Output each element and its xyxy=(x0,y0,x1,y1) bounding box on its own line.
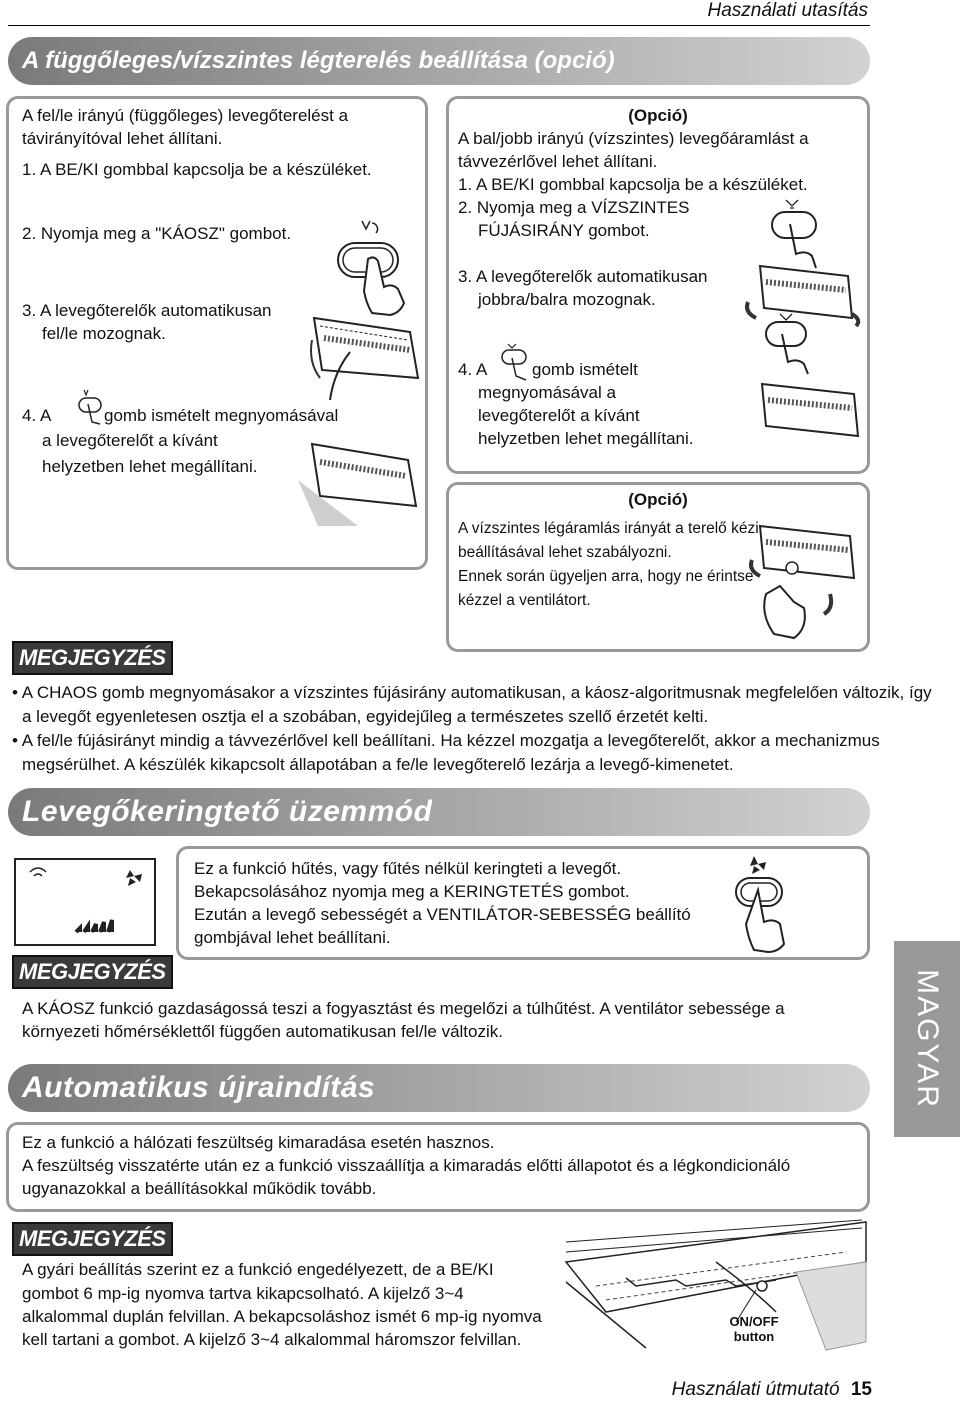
indoor-unit-horizontal-icon xyxy=(756,382,866,448)
note-badge-3: MEGJEGYZÉS xyxy=(12,1222,173,1256)
note3-line3: alkalommal duplán felvillan. A bekapcsoláshoz ismét 6 mp-ig nyomva xyxy=(22,1307,542,1326)
footer xyxy=(672,1379,872,1401)
right-step-3-line1: 3. A levegőterelők automatikusan xyxy=(458,267,708,286)
right-option-title: (Opció) xyxy=(628,106,688,125)
restart-line3: ugyanazokkal a beállításokkal működik tovább. xyxy=(22,1179,377,1198)
onoff-button-label xyxy=(722,1314,786,1344)
page-number: 15 xyxy=(850,1379,872,1400)
indoor-unit-airflow-icon xyxy=(298,440,422,530)
left-step-1: 1. A BE/KI gombbal kapcsolja be a készüléket. xyxy=(22,160,372,179)
left-step-4-b: gomb ismételt megnyomásával xyxy=(104,406,339,425)
option-box-line4: kézzel a ventilátort. xyxy=(458,592,591,609)
chaos-button-hand-icon xyxy=(330,215,420,315)
footer-text: Használati útmutató xyxy=(671,1379,840,1400)
note1-bullet1-line2: a levegőt egyenletesen osztja el a szobában, egyidejűleg a természetes szellő érzetét kelti. xyxy=(22,707,709,726)
note2-line1: A KÁOSZ funkció gazdaságossá teszi a fogyasztást és megelőzi a túlhűtést. A ventilátor sebessége a xyxy=(22,999,785,1018)
right-step-4-line4: helyzetben lehet megállítani. xyxy=(478,429,694,448)
section-title: A függőleges/vízszintes légterelés beállítása (opció) xyxy=(22,47,615,74)
note3-line1: A gyári beállítás szerint ez a funkció engedélyezett, de a BE/KI xyxy=(22,1260,494,1279)
right-step-1: 1. A BE/KI gombbal kapcsolja be a készüléket. xyxy=(458,175,808,194)
option-box-line3: Ennek során ügyeljen arra, hogy ne érintse xyxy=(458,568,754,585)
circulation-line3: Ezután a levegő sebességét a VENTILÁTOR-SEBESSÉG beállító xyxy=(194,905,691,924)
left-step-2: 2. Nyomja meg a "KÁOSZ" gombot. xyxy=(22,224,292,243)
note1-bullet2-line1: • A fel/le fújásirányt mindig a távvezérlővel kell beállítani. Ha kézzel mozgatja a levegőterelőt, akkor a mechanizmus xyxy=(12,731,880,750)
right-intro-2: távvezérlővel lehet állítani. xyxy=(458,152,658,171)
restart-line2: A feszültség visszatérte után ez a funkció visszaállítja a kimaradás előtti állapotot és a légkondicionáló xyxy=(22,1156,791,1175)
indoor-unit-open-icon xyxy=(566,1222,866,1352)
language-side-tab xyxy=(894,941,960,1137)
language-label: MAGYAR xyxy=(911,969,945,1109)
swing-button-hand-2-icon xyxy=(762,310,822,380)
note2-line2: környezeti hőmérséklettől függően automatikusan fel/le változik. xyxy=(22,1022,503,1041)
right-step-4-a: 4. A xyxy=(458,360,488,379)
option-box-line1: A vízszintes légáramlás irányát a terelő kézi xyxy=(458,520,759,537)
header-title: Használati utasítás xyxy=(707,0,868,21)
right-step-3-line2: jobbra/balra mozognak. xyxy=(478,290,656,309)
indoor-unit-vertical-icon xyxy=(310,312,422,402)
left-step-4-a: 4. A xyxy=(22,406,52,425)
section-title: Levegőkeringtető üzemmód xyxy=(22,795,433,828)
onoff-label-line2: button xyxy=(733,1329,775,1344)
option-box-title: (Opció) xyxy=(628,490,688,509)
left-step-3-line1: 3. A levegőterelők automatikusan xyxy=(22,301,272,320)
note-badge-1: MEGJEGYZÉS xyxy=(12,641,173,675)
section-title: Automatikus újraindítás xyxy=(22,1071,376,1104)
option-box-line2: beállításával lehet szabályozni. xyxy=(458,544,672,561)
circulation-line4: gombjával lehet beállítani. xyxy=(194,928,391,947)
display-icons xyxy=(26,866,150,940)
circulation-button-hand-icon xyxy=(732,852,808,952)
right-step-2-line1: 2. Nyomja meg a VÍZSZINTES xyxy=(458,198,690,217)
left-step-4-line2: a levegőterelőt a kívánt xyxy=(42,431,218,450)
left-intro-2: távirányítóval lehet állítani. xyxy=(22,129,223,148)
note1-bullet2-line2: megsérülhet. A készülék kikapcsolt állapotában a fe/le levegőterelő lezárja a levegő-kimenetet. xyxy=(22,755,734,774)
manual-vane-adjust-icon xyxy=(752,520,862,644)
onoff-label-line1: ON/OFF xyxy=(729,1314,779,1329)
section-vertical-horizontal-banner xyxy=(8,37,870,85)
header-divider xyxy=(8,25,870,26)
left-intro-1: A fel/le irányú (függőleges) levegőterelést a xyxy=(22,106,349,125)
right-intro-1: A bal/jobb irányú (vízszintes) levegőáramlást a xyxy=(458,129,809,148)
circulation-line2: Bekapcsolásához nyomja meg a KERINGTETÉS gombot. xyxy=(194,882,630,901)
restart-line1: Ez a funkció a hálózati feszültség kimaradása esetén hasznos. xyxy=(22,1133,495,1152)
chaos-small-button-icon xyxy=(78,388,104,428)
note-badge-2: MEGJEGYZÉS xyxy=(12,955,173,989)
note3-line4: kell tartani a gombot. A kijelző 3~4 alkalommal háromszor felvillan. xyxy=(22,1330,522,1349)
right-step-4-line2: megnyomásával a xyxy=(478,383,616,402)
circulation-line1: Ez a funkció hűtés, vagy fűtés nélkül keringteti a levegőt. xyxy=(194,859,622,878)
section-auto-restart-banner xyxy=(8,1064,870,1112)
note1-bullet1-line1: • A CHAOS gomb megnyomásakor a vízszintes fújásirány automatikusan, a káosz-algoritmusnak megfelelően változik, így xyxy=(12,683,932,702)
swing-small-button-icon xyxy=(500,342,530,384)
note3-line2: gombot 6 mp-ig nyomva tartva kikapcsolható. A kijelző 3~4 xyxy=(22,1284,464,1303)
swing-button-hand-icon xyxy=(768,196,838,270)
left-step-3-line2: fel/le mozognak. xyxy=(42,324,166,343)
left-step-4-line3: helyzetben lehet megállítani. xyxy=(42,457,258,476)
right-step-4-b: gomb ismételt xyxy=(532,360,638,379)
section-air-circulation-banner xyxy=(8,788,870,836)
right-step-2-line2: FÚJÁSIRÁNY gombot. xyxy=(478,221,650,240)
right-step-4-line3: levegőterelőt a kívánt xyxy=(478,406,640,425)
